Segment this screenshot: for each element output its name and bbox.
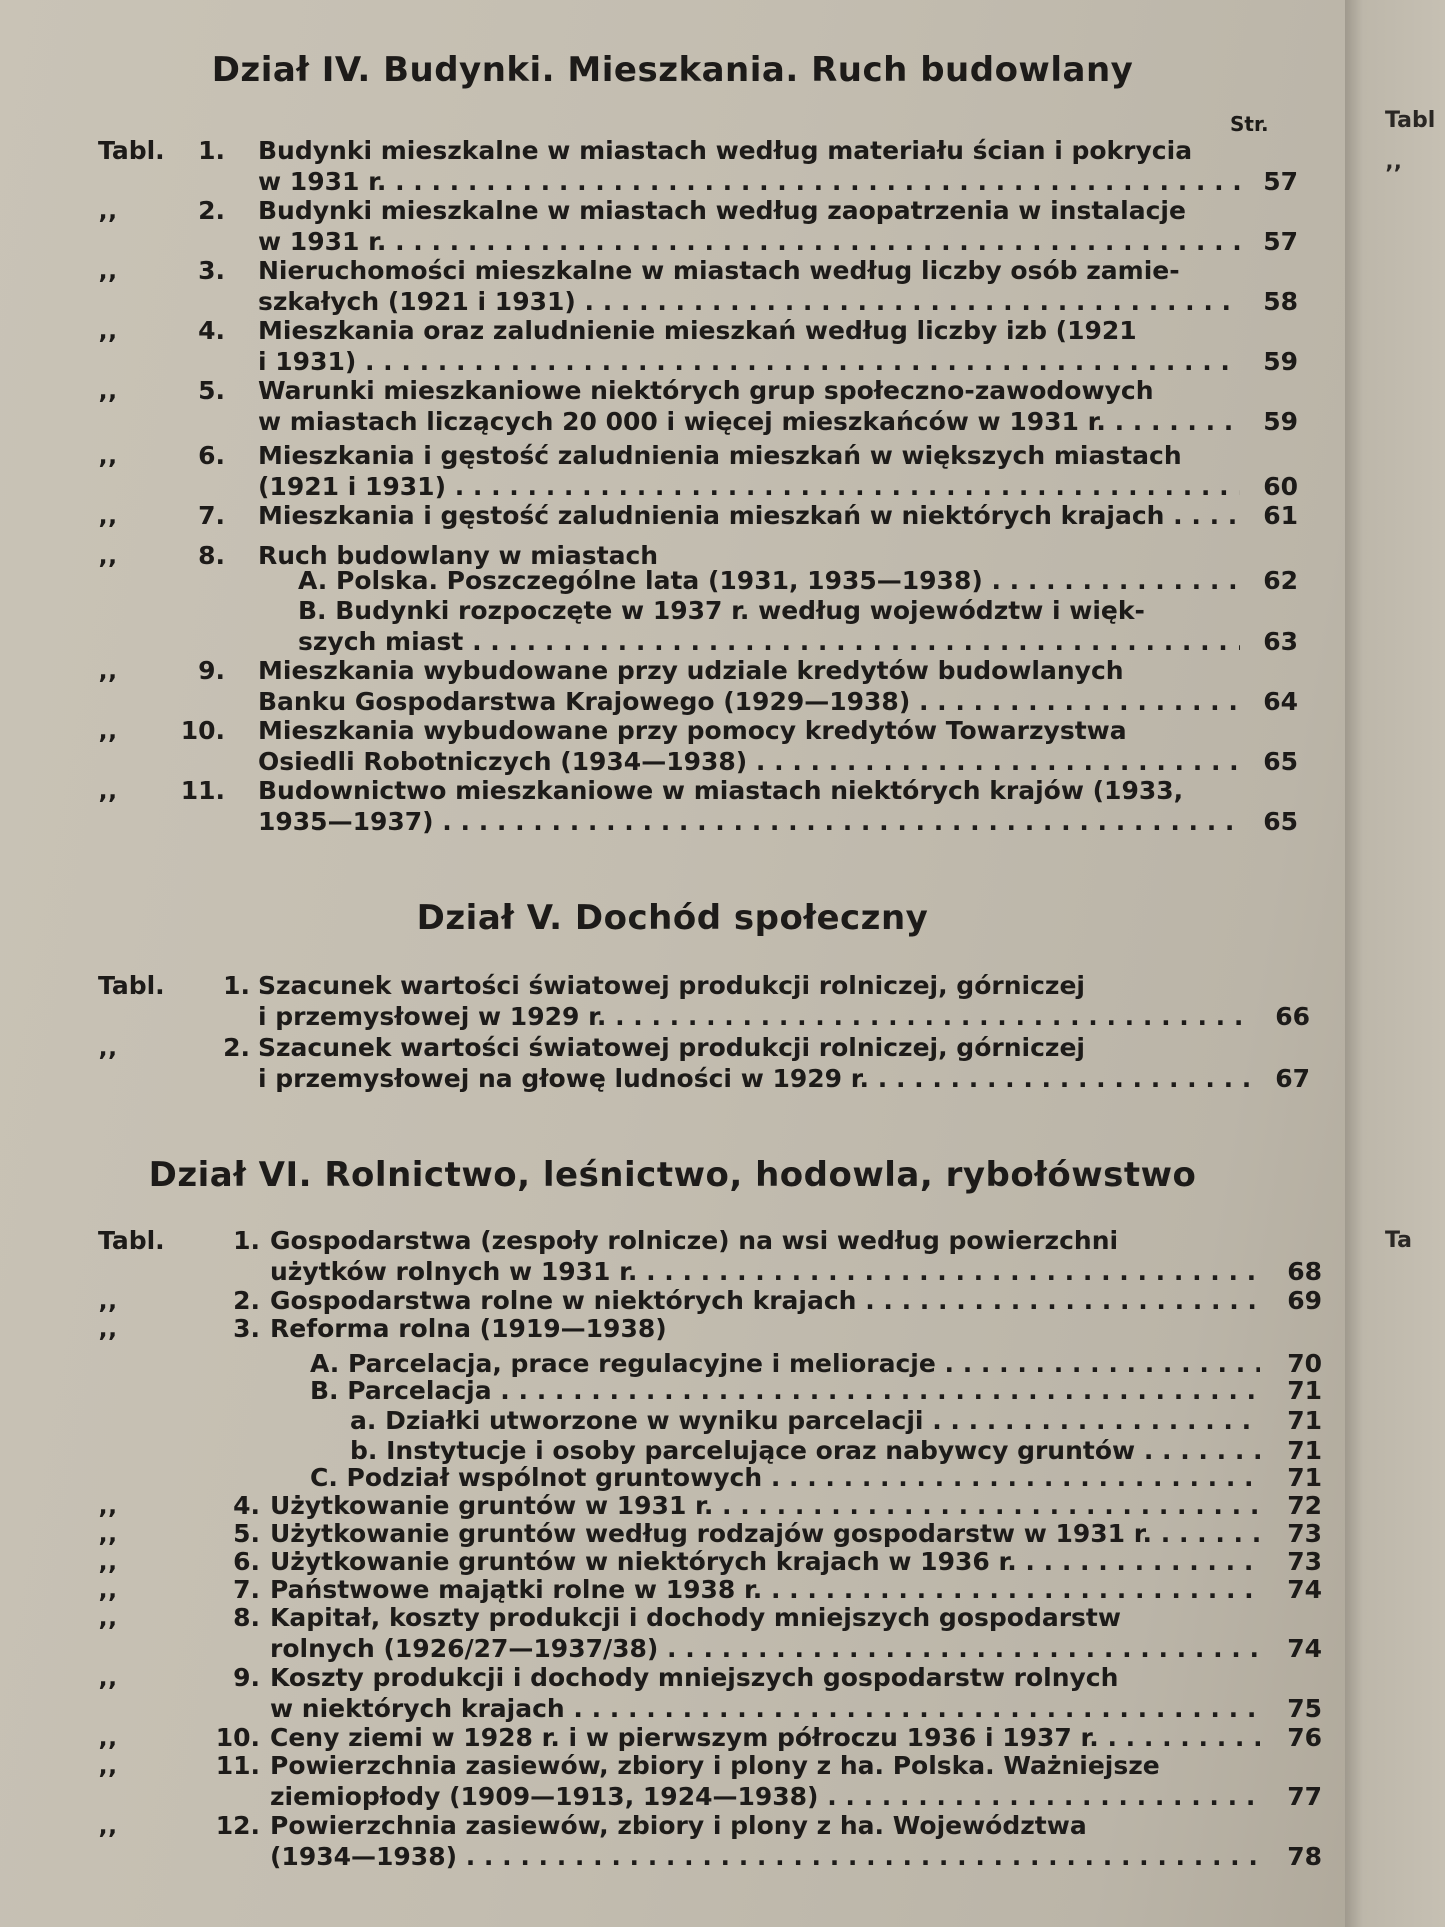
- table-number: 9.: [198, 656, 225, 685]
- entry-title-line: Ruch budowlany w miastach: [258, 541, 659, 570]
- entry-title-line: szkałych (1921 i 1931) . . .: [258, 286, 1240, 317]
- table-number: 1.: [198, 136, 225, 165]
- page-number: 66: [1275, 1002, 1310, 1031]
- tabl-label: ‚‚: [98, 256, 117, 285]
- tabl-label: ‚‚: [98, 1603, 117, 1632]
- page-number: 60: [1263, 472, 1298, 501]
- entry-title-line: Ceny ziemi w 1928 r. i w pierwszym półroczu 1936 i 1937 r. . . .: [270, 1722, 1260, 1753]
- page-number: 73: [1287, 1519, 1322, 1548]
- entry-title-line: Gospodarstwa rolne w niektórych krajach . . .: [270, 1285, 1260, 1316]
- entry-title-line: Mieszkania wybudowane przy udziale kredytów budowlanych: [258, 656, 1124, 685]
- page-number: 59: [1263, 347, 1298, 376]
- table-number: 12.: [215, 1811, 260, 1840]
- tabl-label: ‚‚: [98, 776, 117, 805]
- table-number: 8.: [233, 1603, 260, 1632]
- table-number: 7.: [233, 1575, 260, 1604]
- table-number: 1.: [223, 971, 250, 1000]
- page-number: 78: [1287, 1842, 1322, 1871]
- entry-title-line: Szacunek wartości światowej produkcji rolniczej, górniczej: [258, 971, 1085, 1000]
- entry-title-line: Powierzchnia zasiewów, zbiory i plony z ha. Polska. Ważniejsze: [270, 1751, 1160, 1780]
- page-number: 57: [1263, 167, 1298, 196]
- table-number: 6.: [233, 1547, 260, 1576]
- tabl-label: ‚‚: [98, 1547, 117, 1576]
- table-number: 1.: [233, 1226, 260, 1255]
- page-number: 75: [1287, 1694, 1322, 1723]
- page-number: 59: [1263, 407, 1298, 436]
- table-number: 2.: [223, 1033, 250, 1062]
- entry-title-line: A. Polska. Poszczególne lata (1931, 1935—1938) . . .: [298, 565, 1240, 596]
- entry-title-line: w miastach liczących 20 000 i więcej mieszkańców w 1931 r. . . .: [258, 406, 1240, 437]
- table-number: 11.: [215, 1751, 260, 1780]
- entry-title-line: B. Parcelacja . . .: [310, 1375, 1260, 1406]
- entry-title-line: Budynki mieszkalne w miastach według zaopatrzenia w instalacje: [258, 196, 1186, 225]
- adjacent-page-edge: [1345, 0, 1445, 1927]
- page-number: 67: [1275, 1064, 1310, 1093]
- page-number: 61: [1263, 501, 1298, 530]
- section-title-iv: Dział IV. Budynki. Mieszkania. Ruch budowlany: [211, 50, 1134, 90]
- page-number: 76: [1287, 1723, 1322, 1752]
- entry-title-line: w niektórych krajach . . .: [270, 1693, 1260, 1724]
- entry-title-line: Mieszkania i gęstość zaludnienia mieszkań w większych miastach: [258, 441, 1182, 470]
- page-number: 71: [1287, 1376, 1322, 1405]
- entry-title-line: Kapitał, koszty produkcji i dochody mniejszych gospodarstw: [270, 1603, 1121, 1632]
- entry-title-line: a. Działki utworzone w wyniku parcelacji . . .: [350, 1405, 1260, 1436]
- entry-title-line: ziemiopłody (1909—1913, 1924—1938) . . .: [270, 1781, 1260, 1812]
- page-number: 65: [1263, 747, 1298, 776]
- tabl-label: ‚‚: [98, 501, 117, 530]
- entry-title-line: 1935—1937) . . .: [258, 806, 1240, 837]
- table-number: 2.: [198, 196, 225, 225]
- table-number: 4.: [198, 316, 225, 345]
- table-number: 3.: [198, 256, 225, 285]
- entry-title-line: Koszty produkcji i dochody mniejszych gospodarstw rolnych: [270, 1663, 1119, 1692]
- tabl-label: ‚‚: [98, 1575, 117, 1604]
- adjacent-page-mark: ‚‚: [1385, 150, 1402, 175]
- entry-title-line: b. Instytucje i osoby parcelujące oraz nabywcy gruntów . . .: [350, 1435, 1260, 1466]
- tabl-label: ‚‚: [98, 196, 117, 225]
- tabl-label: ‚‚: [98, 1286, 117, 1315]
- entry-title-line: Banku Gospodarstwa Krajowego (1929—1938) . . .: [258, 686, 1240, 717]
- tabl-label: ‚‚: [98, 541, 117, 570]
- entry-title-line: szych miast . . .: [298, 626, 1240, 657]
- entry-title-line: Gospodarstwa (zespoły rolnicze) na wsi według powierzchni: [270, 1226, 1119, 1255]
- entry-title-line: w 1931 r. . . .: [258, 226, 1240, 257]
- entry-title-line: użytków rolnych w 1931 r. . . .: [270, 1256, 1260, 1287]
- entry-title-line: Nieruchomości mieszkalne w miastach według liczby osób zamie-: [258, 256, 1180, 285]
- table-number: 5.: [233, 1519, 260, 1548]
- tabl-label: ‚‚: [98, 376, 117, 405]
- tabl-label: ‚‚: [98, 1751, 117, 1780]
- entry-title-line: Budynki mieszkalne w miastach według materiału ścian i pokrycia: [258, 136, 1193, 165]
- page-number: 63: [1263, 627, 1298, 656]
- entry-title-line: B. Budynki rozpoczęte w 1937 r. według województw i więk-: [298, 596, 1145, 625]
- entry-title-line: Mieszkania oraz zaludnienie mieszkań według liczby izb (1921: [258, 316, 1137, 345]
- entry-title-line: rolnych (1926/27—1937/38) . . .: [270, 1633, 1260, 1664]
- tabl-label: ‚‚: [98, 656, 117, 685]
- tabl-label: Tabl.: [98, 1226, 165, 1255]
- table-number: 9.: [233, 1663, 260, 1692]
- tabl-label: ‚‚: [98, 441, 117, 470]
- page-number: 68: [1287, 1257, 1322, 1286]
- page-number: 62: [1263, 566, 1298, 595]
- entry-title-line: A. Parcelacja, prace regulacyjne i melioracje . . .: [310, 1348, 1260, 1379]
- tabl-label: ‚‚: [98, 1519, 117, 1548]
- page-column-label: Str.: [1230, 112, 1269, 136]
- tabl-label: Tabl.: [98, 971, 165, 1000]
- adjacent-page-label-2: Ta: [1385, 1228, 1413, 1253]
- tabl-label: ‚‚: [98, 716, 117, 745]
- tabl-label: ‚‚: [98, 1723, 117, 1752]
- page-number: 71: [1287, 1406, 1322, 1435]
- page-number: 71: [1287, 1436, 1322, 1465]
- entry-title-line: Użytkowanie gruntów w 1931 r. . . .: [270, 1490, 1260, 1521]
- page-number: 74: [1287, 1575, 1322, 1604]
- page-number: 73: [1287, 1547, 1322, 1576]
- page-number: 57: [1263, 227, 1298, 256]
- table-number: 11.: [180, 776, 225, 805]
- entry-title-line: i przemysłowej na głowę ludności w 1929 r. . . .: [258, 1063, 1250, 1094]
- entry-title-line: Budownictwo mieszkaniowe w miastach niektórych krajów (1933,: [258, 776, 1184, 805]
- entry-title-line: Użytkowanie gruntów według rodzajów gospodarstw w 1931 r. . . .: [270, 1518, 1260, 1549]
- table-number: 2.: [233, 1286, 260, 1315]
- page-number: 69: [1287, 1286, 1322, 1315]
- tabl-label: Tabl.: [98, 136, 165, 165]
- entry-title-line: (1934—1938) . . .: [270, 1841, 1260, 1872]
- entry-title-line: Szacunek wartości światowej produkcji rolniczej, górniczej: [258, 1033, 1085, 1062]
- tabl-label: ‚‚: [98, 1491, 117, 1520]
- table-number: 4.: [233, 1491, 260, 1520]
- page-number: 77: [1287, 1782, 1322, 1811]
- entry-title-line: i 1931) . . .: [258, 346, 1240, 377]
- entry-title-line: Mieszkania wybudowane przy pomocy kredytów Towarzystwa: [258, 716, 1127, 745]
- entry-title-line: Powierzchnia zasiewów, zbiory i plony z ha. Województwa: [270, 1811, 1087, 1840]
- table-number: 10.: [215, 1723, 260, 1752]
- page-number: 71: [1287, 1463, 1322, 1492]
- entry-title-line: Warunki mieszkaniowe niektórych grup społeczno-zawodowych: [258, 376, 1154, 405]
- section-title-v: Dział V. Dochód społeczny: [416, 898, 929, 938]
- page-number: 72: [1287, 1491, 1322, 1520]
- table-number: 10.: [180, 716, 225, 745]
- entry-title-line: Osiedli Robotniczych (1934—1938) . . .: [258, 746, 1240, 777]
- entry-title-line: i przemysłowej w 1929 r. . . .: [258, 1001, 1250, 1032]
- page-number: 70: [1287, 1349, 1322, 1378]
- entry-title-line: Mieszkania i gęstość zaludnienia mieszkań w niektórych krajach . . .: [258, 500, 1240, 531]
- section-title-vi: Dział VI. Rolnictwo, leśnictwo, hodowla, rybołówstwo: [148, 1155, 1197, 1195]
- page-number: 64: [1263, 687, 1298, 716]
- entry-title-line: Państwowe majątki rolne w 1938 r. . . .: [270, 1574, 1260, 1605]
- page-number: 58: [1263, 287, 1298, 316]
- table-number: 5.: [198, 376, 225, 405]
- tabl-label: ‚‚: [98, 316, 117, 345]
- entry-title-line: w 1931 r. . . .: [258, 166, 1240, 197]
- tabl-label: ‚‚: [98, 1811, 117, 1840]
- table-number: 8.: [198, 541, 225, 570]
- tabl-label: ‚‚: [98, 1663, 117, 1692]
- entry-title-line: C. Podział wspólnot gruntowych . . .: [310, 1462, 1260, 1493]
- tabl-label: ‚‚: [98, 1033, 117, 1062]
- table-number: 6.: [198, 441, 225, 470]
- tabl-label: ‚‚: [98, 1314, 117, 1343]
- entry-title-line: (1921 i 1931) . . .: [258, 471, 1240, 502]
- page-number: 65: [1263, 807, 1298, 836]
- page-number: 74: [1287, 1634, 1322, 1663]
- table-number: 3.: [233, 1314, 260, 1343]
- table-number: 7.: [198, 501, 225, 530]
- entry-title-line: Reforma rolna (1919—1938): [270, 1314, 667, 1343]
- entry-title-line: Użytkowanie gruntów w niektórych krajach w 1936 r. . . .: [270, 1546, 1260, 1577]
- adjacent-page-label: Tabl: [1385, 108, 1436, 133]
